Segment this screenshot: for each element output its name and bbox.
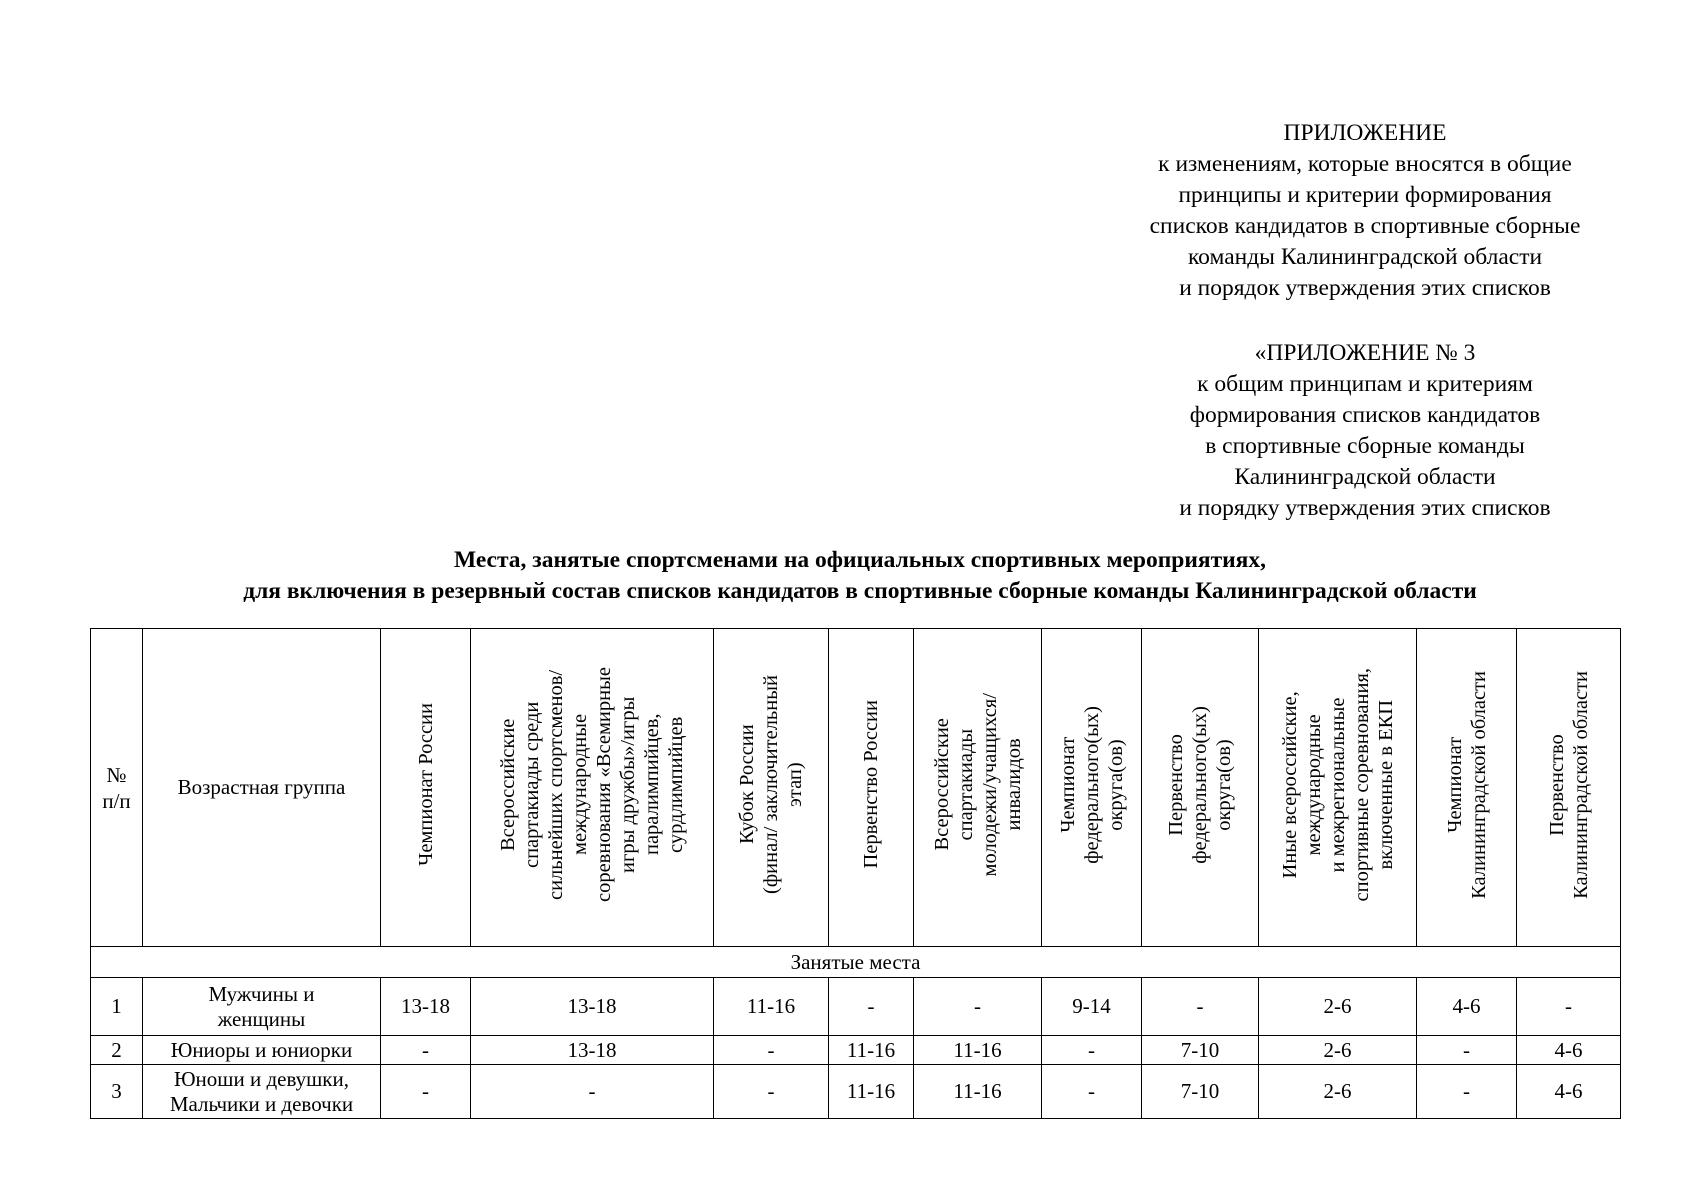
cell-value: - xyxy=(1417,1065,1517,1119)
header-kaliningrad-championship: Чемпионат Калининградской области xyxy=(1417,629,1517,947)
header-championship-russia: Чемпионат России xyxy=(381,629,471,947)
appendix-header xyxy=(1070,118,1660,304)
table-row xyxy=(91,1065,1621,1119)
cell-value: - xyxy=(1042,1065,1142,1119)
cell-value: 4-6 xyxy=(1517,1036,1621,1065)
cell-value: 4-6 xyxy=(1417,978,1517,1036)
appendix-3-header-line: и порядку утверждения этих списков xyxy=(1179,495,1551,521)
header-federal-district-championship: Чемпионат федерального(ых) округа(ов) xyxy=(1042,629,1142,947)
cell-value: 2-6 xyxy=(1259,1036,1417,1065)
cell-value: 9-14 xyxy=(1042,978,1142,1036)
document-title xyxy=(90,545,1630,607)
cell-value: - xyxy=(471,1065,714,1119)
cell-value: 13-18 xyxy=(471,1036,714,1065)
places-table xyxy=(90,628,1621,1119)
row-number: 1 xyxy=(91,978,143,1036)
cell-value: - xyxy=(1517,978,1621,1036)
cell-value: - xyxy=(381,1036,471,1065)
row-number: 3 xyxy=(91,1065,143,1119)
cell-value: 11-16 xyxy=(829,1065,914,1119)
cell-value: 11-16 xyxy=(829,1036,914,1065)
appendix-header-line: к изменениям, которые вносятся в общие xyxy=(1158,151,1572,177)
header-all-russian-spartakiad-strongest: Всероссийские спартакиады среди сильнейших спортсменов/ международные соревнования «Всемирные игры дружбы»/игры паралимпийцев, сурдлимпийцев xyxy=(471,629,714,947)
cell-value: 2-6 xyxy=(1259,978,1417,1036)
cell-value: - xyxy=(714,1065,829,1119)
table-row xyxy=(91,1036,1621,1065)
cell-value: 7-10 xyxy=(1142,1065,1259,1119)
header-federal-district-youth-championship: Первенство федерального(ых) округа(ов) xyxy=(1142,629,1259,947)
cell-value: 13-18 xyxy=(471,978,714,1036)
cell-value: - xyxy=(381,1065,471,1119)
appendix-header-line: и порядок утверждения этих списков xyxy=(1179,275,1551,301)
document-title-line-2: для включения в резервный состав списков кандидатов в спортивные сборные команды Калининградской области xyxy=(243,578,1477,604)
appendix-3-header-line: к общим принципам и критериям xyxy=(1197,371,1533,397)
cell-value: 13-18 xyxy=(381,978,471,1036)
appendix-header-line: команды Калининградской области xyxy=(1187,244,1543,270)
table-subheader-row xyxy=(91,947,1621,978)
appendix-header-line: ПРИЛОЖЕНИЕ xyxy=(1283,120,1447,146)
appendix-3-header-line: в спортивные сборные команды xyxy=(1205,433,1525,459)
cell-value: - xyxy=(914,978,1042,1036)
header-number: № п/п xyxy=(91,629,143,947)
cell-value: 7-10 xyxy=(1142,1036,1259,1065)
cell-value: - xyxy=(1417,1036,1517,1065)
header-all-russian-spartakiad-youth: Всероссийские спартакиады молодежи/учащихся/ инвалидов xyxy=(914,629,1042,947)
appendix-3-header-line: «ПРИЛОЖЕНИЕ № 3 xyxy=(1254,340,1476,366)
cell-value: - xyxy=(1142,978,1259,1036)
header-kaliningrad-youth-championship: Первенство Калининградской области xyxy=(1517,629,1621,947)
appendix-3-header-line: Калининградской области xyxy=(1234,464,1496,490)
appendix-3-header-line: формирования списков кандидатов xyxy=(1189,402,1541,428)
table-row xyxy=(91,978,1621,1036)
row-age-group: Юноши и девушки, Мальчики и девочки xyxy=(143,1065,381,1119)
appendix-header-line: списков кандидатов в спортивные сборные xyxy=(1149,213,1581,239)
document-title-line-1: Места, занятые спортсменами на официальных спортивных мероприятиях, xyxy=(453,547,1267,573)
subheader-places-taken: Занятые места xyxy=(91,947,1621,978)
cell-value: 2-6 xyxy=(1259,1065,1417,1119)
header-youth-championship-russia: Первенство России xyxy=(829,629,914,947)
row-age-group: Мужчины и женщины xyxy=(143,978,381,1036)
header-cup-russia: Кубок России (финал/ заключительный этап) xyxy=(714,629,829,947)
table-header-row xyxy=(91,629,1621,947)
header-other-competitions-ekp: Иные всероссийские, международные и межрегиональные спортивные соревнования, включенные в ЕКП xyxy=(1259,629,1417,947)
appendix-header-line: принципы и критерии формирования xyxy=(1178,182,1552,208)
cell-value: 11-16 xyxy=(914,1036,1042,1065)
cell-value: 11-16 xyxy=(914,1065,1042,1119)
cell-value: - xyxy=(714,1036,829,1065)
appendix-3-header xyxy=(1070,338,1660,524)
cell-value: - xyxy=(829,978,914,1036)
cell-value: 11-16 xyxy=(714,978,829,1036)
cell-value: 4-6 xyxy=(1517,1065,1621,1119)
row-age-group: Юниоры и юниорки xyxy=(143,1036,381,1065)
cell-value: - xyxy=(1042,1036,1142,1065)
header-age-group: Возрастная группа xyxy=(143,629,381,947)
row-number: 2 xyxy=(91,1036,143,1065)
